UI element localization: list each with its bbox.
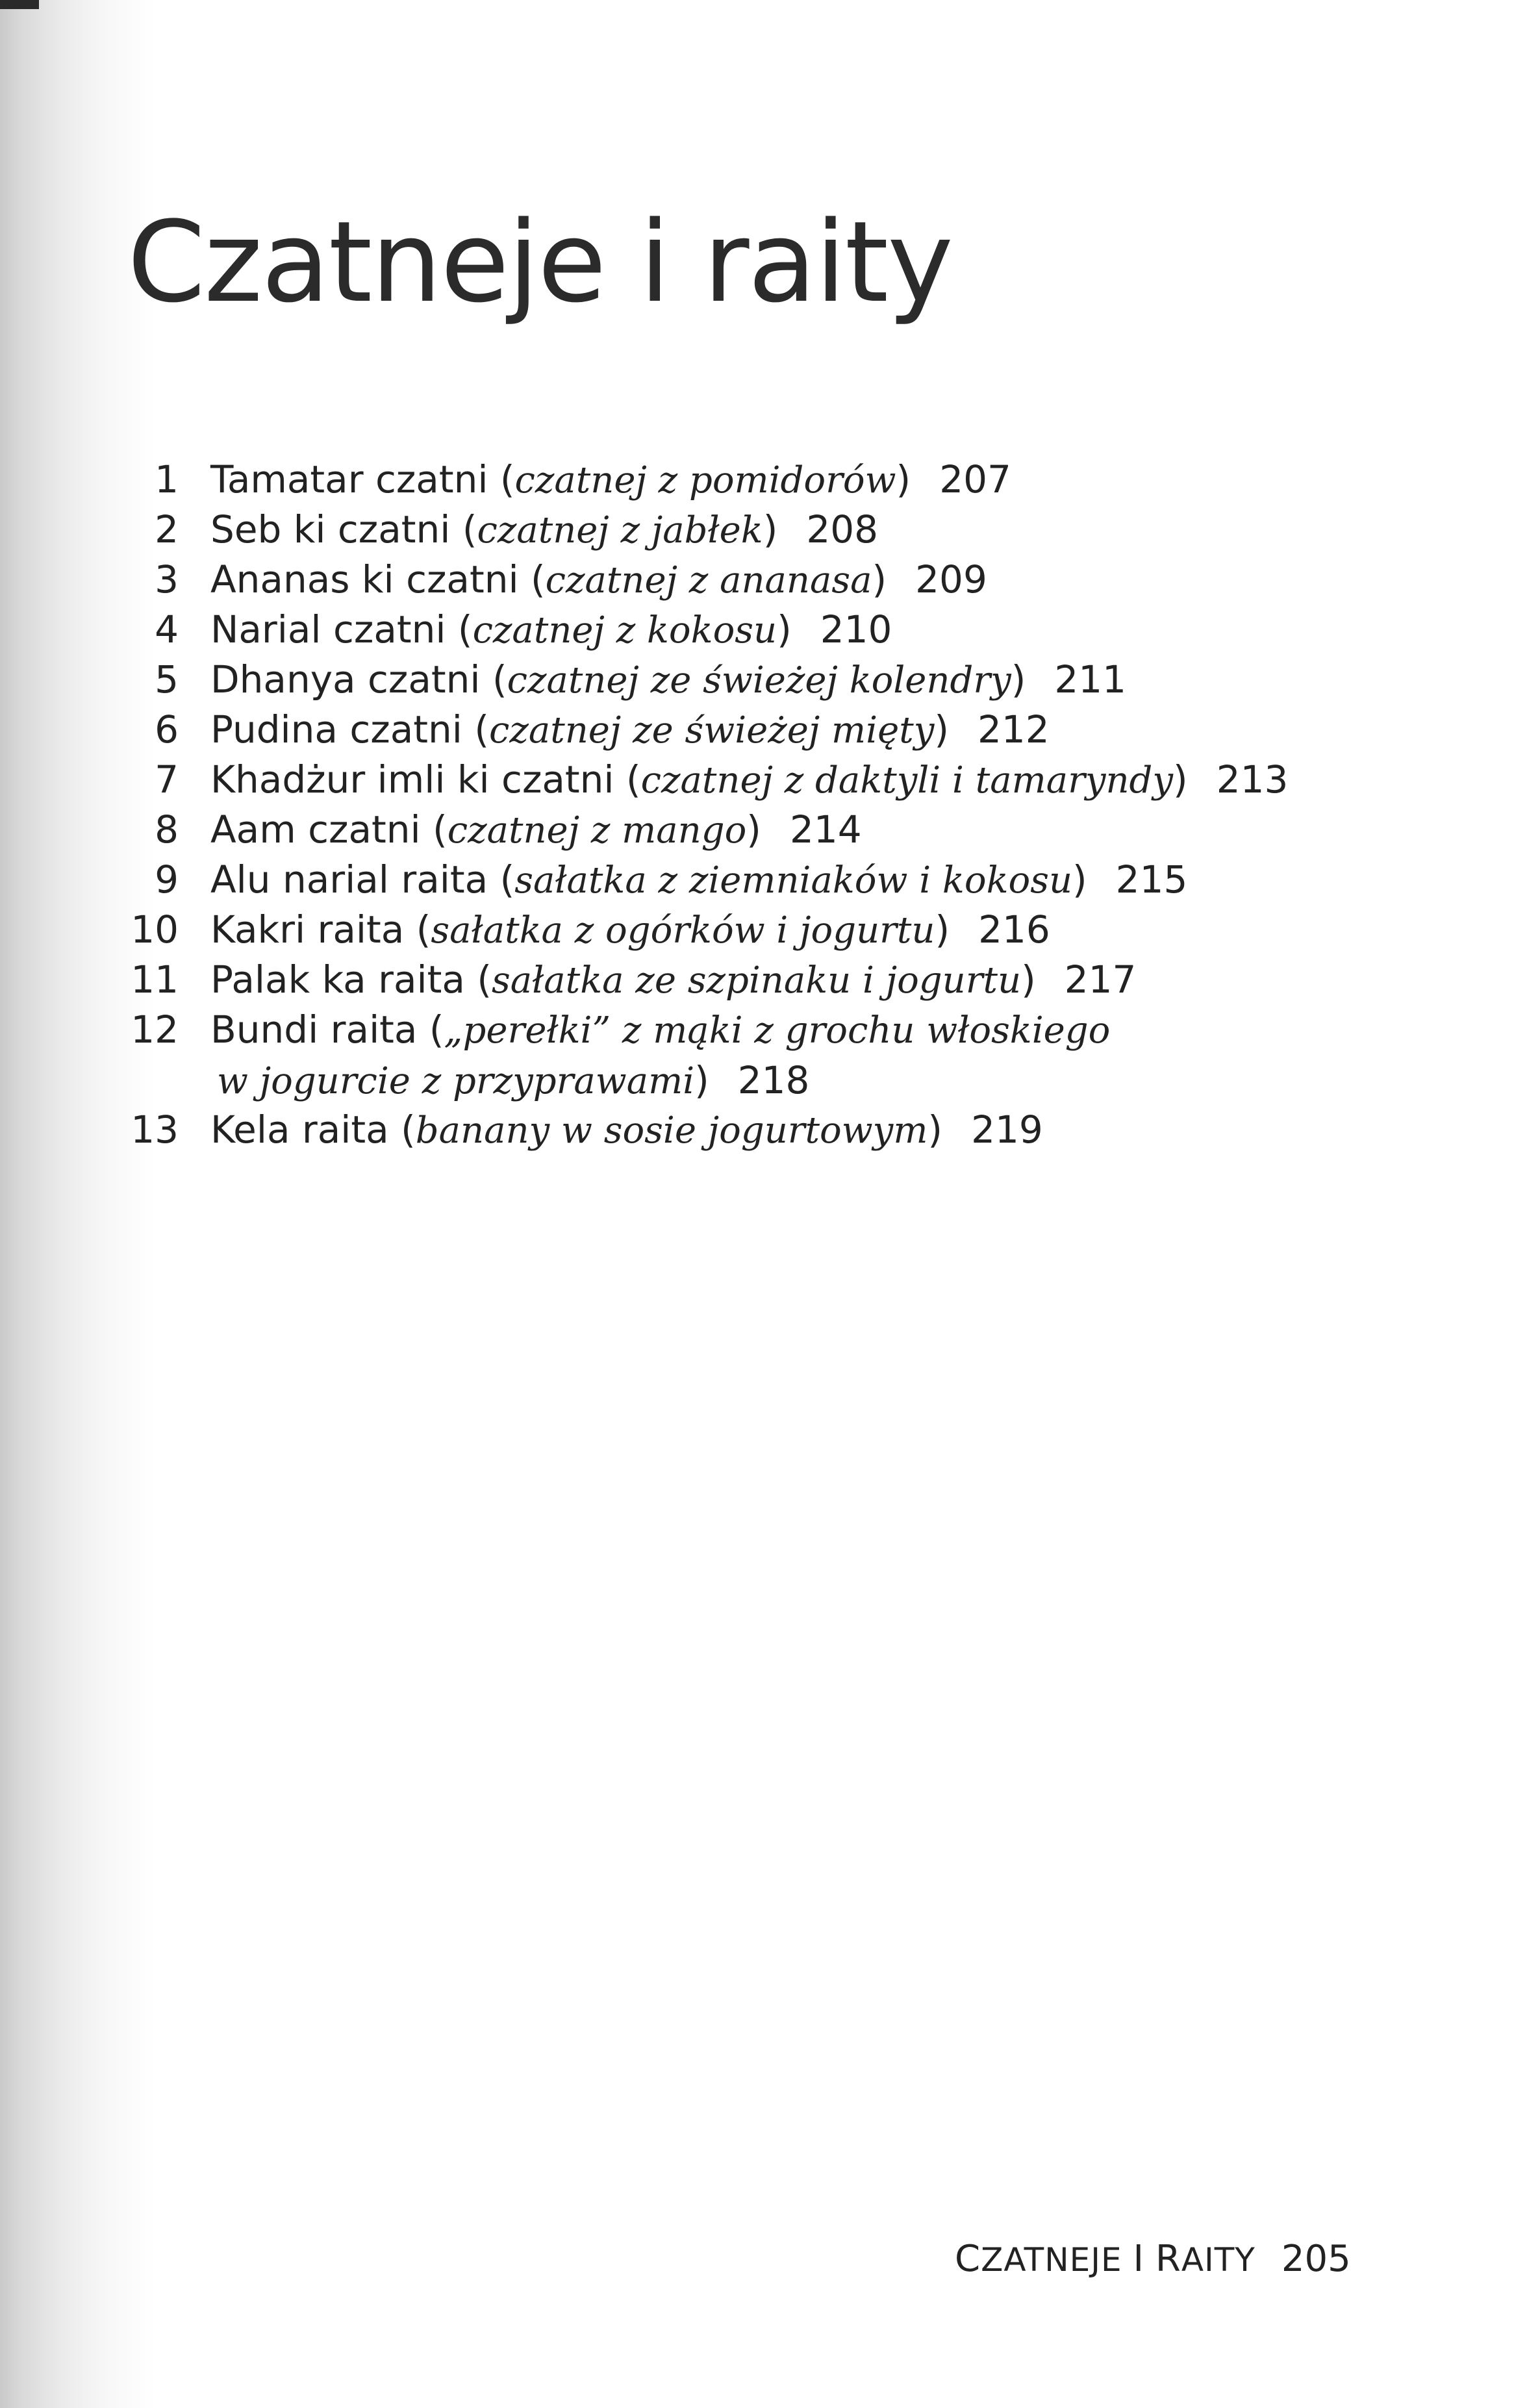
item-number: 4 xyxy=(155,607,179,652)
item-page: 217 xyxy=(1064,957,1137,1002)
item-number: 12 xyxy=(131,1008,179,1052)
item-description: sałatka z ziemniaków i kokosu xyxy=(514,859,1073,902)
list-item: 11 Palak ka raita (sałatka ze szpinaku i jogurtu) 217 xyxy=(130,955,1429,1005)
list-item: 4 Narial czatni (czatnej z kokosu) 210 xyxy=(130,605,1429,655)
list-item: 7 Khadżur imli ki czatni (czatnej z daktyli i tamaryndy) 213 xyxy=(130,755,1429,805)
item-page: 219 xyxy=(971,1108,1043,1152)
item-page: 211 xyxy=(1054,657,1127,702)
item-page: 215 xyxy=(1115,857,1188,902)
item-description: sałatka ze szpinaku i jogurtu xyxy=(492,959,1022,1002)
list-item: 6 Pudina czatni (czatnej ze świeżej mięty) 212 xyxy=(130,705,1429,755)
list-item: 3 Ananas ki czatni (czatnej z ananasa) 209 xyxy=(130,555,1429,605)
item-number: 7 xyxy=(155,757,179,802)
item-name: Palak ka raita xyxy=(210,957,465,1002)
item-number: 8 xyxy=(155,807,179,852)
item-page: 209 xyxy=(915,557,987,602)
item-description: sałatka z ogórków i jogurtu xyxy=(431,909,935,952)
item-description: czatnej z daktyli i tamaryndy xyxy=(640,759,1174,802)
item-name: Kakri raita xyxy=(210,907,405,952)
item-number: 9 xyxy=(155,857,179,902)
item-page: 212 xyxy=(978,707,1050,752)
item-number: 13 xyxy=(131,1108,179,1152)
item-name: Seb ki czatni xyxy=(210,507,451,551)
page-number: 205 xyxy=(1281,2238,1351,2280)
item-name: Tamatar czatni xyxy=(210,457,488,501)
item-description-continued: w jogurcie z przyprawami xyxy=(217,1060,695,1102)
item-number: 5 xyxy=(155,657,179,702)
chapter-title: Czatneje i raity xyxy=(127,197,952,327)
item-number: 6 xyxy=(155,707,179,752)
running-head: CZATNEJE I RAITY xyxy=(955,2238,1256,2280)
item-name: Pudina czatni xyxy=(210,707,462,752)
item-description: czatnej z pomidorów xyxy=(514,459,896,501)
item-page: 210 xyxy=(820,607,892,652)
item-name: Aam czatni xyxy=(210,807,421,852)
item-name: Bundi raita xyxy=(210,1008,418,1052)
list-item: 10 Kakri raita (sałatka z ogórków i jogurtu) 216 xyxy=(130,905,1429,955)
item-name: Dhanya czatni xyxy=(210,657,481,702)
recipe-list xyxy=(130,455,1429,1155)
item-page: 208 xyxy=(806,507,879,551)
item-page: 216 xyxy=(978,907,1050,952)
item-description: czatnej z mango xyxy=(447,809,747,852)
scan-edge-mark xyxy=(0,0,39,9)
item-name: Ananas ki czatni xyxy=(210,557,519,602)
item-number: 2 xyxy=(155,507,179,551)
list-item: 2 Seb ki czatni (czatnej z jabłek) 208 xyxy=(130,505,1429,555)
item-description: czatnej ze świeżej kolendry xyxy=(507,659,1011,702)
item-number: 1 xyxy=(155,457,179,501)
item-description: czatnej z jabłek xyxy=(477,509,763,551)
item-description: czatnej ze świeżej mięty xyxy=(488,709,935,752)
item-number: 11 xyxy=(131,957,179,1002)
item-page: 213 xyxy=(1216,757,1289,802)
list-item: 5 Dhanya czatni (czatnej ze świeżej kolendry) 211 xyxy=(130,655,1429,705)
item-number: 3 xyxy=(155,557,179,602)
item-name: Kela raita xyxy=(210,1108,389,1152)
item-name: Khadżur imli ki czatni xyxy=(210,757,614,802)
item-page: 207 xyxy=(939,457,1011,501)
list-item: 12 Bundi raita („perełki” z mąki z grochu włoskiego w jogurcie z przyprawami) 218 xyxy=(130,1005,1429,1105)
item-description: czatnej z kokosu xyxy=(472,609,777,652)
page-footer xyxy=(955,2238,1351,2280)
item-description: banany w sosie jogurtowym xyxy=(415,1109,928,1152)
item-name: Narial czatni xyxy=(210,607,446,652)
list-item: 1 Tamatar czatni (czatnej z pomidorów) 207 xyxy=(130,455,1429,505)
item-name: Alu narial raita xyxy=(210,857,488,902)
item-number: 10 xyxy=(131,907,179,952)
list-item: 9 Alu narial raita (sałatka z ziemniaków i kokosu) 215 xyxy=(130,855,1429,905)
item-page: 218 xyxy=(737,1058,810,1102)
item-description: „perełki” z mąki z grochu włoskiego xyxy=(444,1009,1111,1052)
item-page: 214 xyxy=(789,807,862,852)
list-item: 8 Aam czatni (czatnej z mango) 214 xyxy=(130,805,1429,855)
item-description: czatnej z ananasa xyxy=(545,559,872,602)
list-item: 13 Kela raita (banany w sosie jogurtowym) 219 xyxy=(130,1105,1429,1155)
